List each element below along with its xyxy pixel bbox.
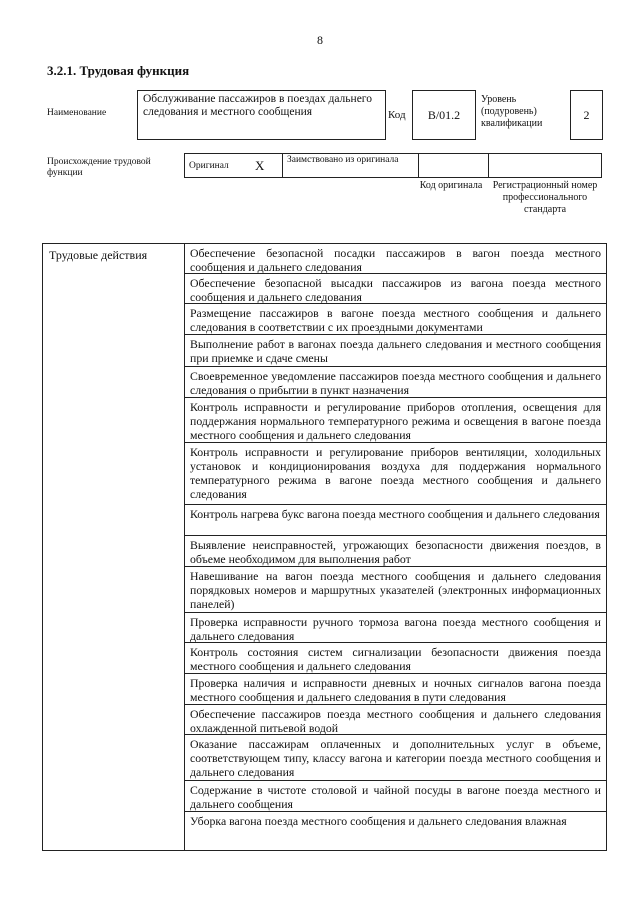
- section-heading: 3.2.1. Трудовая функция: [47, 63, 190, 78]
- action-row: Контроль состояния систем сигнализации безопасности движения поезда местного сообщения и дальнего следования: [185, 643, 606, 674]
- action-row: Выполнение работ в вагонах поезда дальнего следования и местного сообщения при приемке и сдаче смены: [185, 335, 606, 367]
- original-label: Оригинал: [189, 161, 229, 171]
- action-row: Выявление неисправностей, угрожающих безопасности движения поездов, в объеме необходимом для выполнения работ: [185, 536, 606, 567]
- action-row: Проверка исправности ручного тормоза вагона поезда местного сообщения и дальнего следования: [185, 613, 606, 643]
- original-code-caption: Код оригинала: [419, 180, 483, 191]
- original-cell: [185, 154, 283, 177]
- action-row: Своевременное уведомление пассажиров поезда местного сообщения и дальнего следования о прибытии в пункт назначения: [185, 367, 606, 398]
- borrowed-cell: [283, 154, 419, 177]
- level-label: Уровень (подуровень) квалификации: [481, 94, 543, 129]
- action-row: Проверка наличия и исправности дневных и ночных сигналов вагона поезда местного сообщения и дальнего следования в пути следования: [185, 674, 606, 705]
- action-row: Обеспечение пассажиров поезда местного сообщения и дальнего следования охлажденной питьевой водой: [185, 705, 606, 735]
- action-row: Содержание в чистоте столовой и чайной посуды в вагоне поезда местного и дальнего сообщения: [185, 781, 606, 812]
- borrowed-label: Заимствовано из оригинала: [287, 155, 399, 165]
- action-row: Оказание пассажирам оплаченных и дополнительных услуг в объеме, соответствующем типу, классу вагона и категории поезда местного сообщения и дальнего следования: [185, 735, 606, 781]
- action-row: Контроль исправности и регулирование приборов отопления, освещения для поддержания нормального температурного режима и освещения в вагоне поезда местного сообщения и дальнего следования: [185, 398, 606, 443]
- labor-actions-table: [42, 243, 607, 851]
- original-code-cell: [419, 154, 489, 177]
- actions-list: [185, 244, 606, 848]
- action-row: Уборка вагона поезда местного сообщения и дальнего следования влажная: [190, 814, 567, 828]
- code-value-box: В/01.2: [412, 90, 476, 140]
- actions-header: Трудовые действия: [49, 248, 148, 262]
- action-row: Обеспечение безопасной посадки пассажиров в вагон поезда местного сообщения и дальнего следования: [185, 244, 606, 274]
- action-row: Контроль исправности и регулирование приборов вентиляции, холодильных установок и кондиционирования воздуха для поддержания нормального температурного режима в вагоне поезда местного сообщения и дальнего следования: [185, 443, 606, 505]
- level-value-box: 2: [570, 90, 603, 140]
- origin-label: Происхождение трудовой функции: [47, 157, 151, 178]
- function-name-box: Обслуживание пассажиров в поездах дальнего следования и местного сообщения: [137, 90, 386, 140]
- action-row: Обеспечение безопасной высадки пассажиров из вагона поезда местного сообщения и дальнего следования: [185, 274, 606, 304]
- origin-table: [184, 153, 602, 178]
- original-mark: X: [255, 158, 265, 173]
- registration-number-cell: [489, 154, 601, 177]
- page-number: 8: [317, 33, 323, 47]
- registration-number-caption: Регистрационный номер профессионального стандарта: [492, 180, 598, 215]
- action-row: Навешивание на вагон поезда местного сообщения и дальнего следования порядковых номеров и маршрутных указателей (электронных информационных панелей): [185, 567, 606, 613]
- name-label: Наименование: [47, 108, 107, 118]
- code-label: Код: [388, 109, 406, 121]
- action-row: Контроль нагрева букс вагона поезда местного сообщения и дальнего следования: [185, 505, 606, 536]
- action-row: Размещение пассажиров в вагоне поезда местного сообщения и дальнего следования в соответствии с их проездными документами: [185, 304, 606, 335]
